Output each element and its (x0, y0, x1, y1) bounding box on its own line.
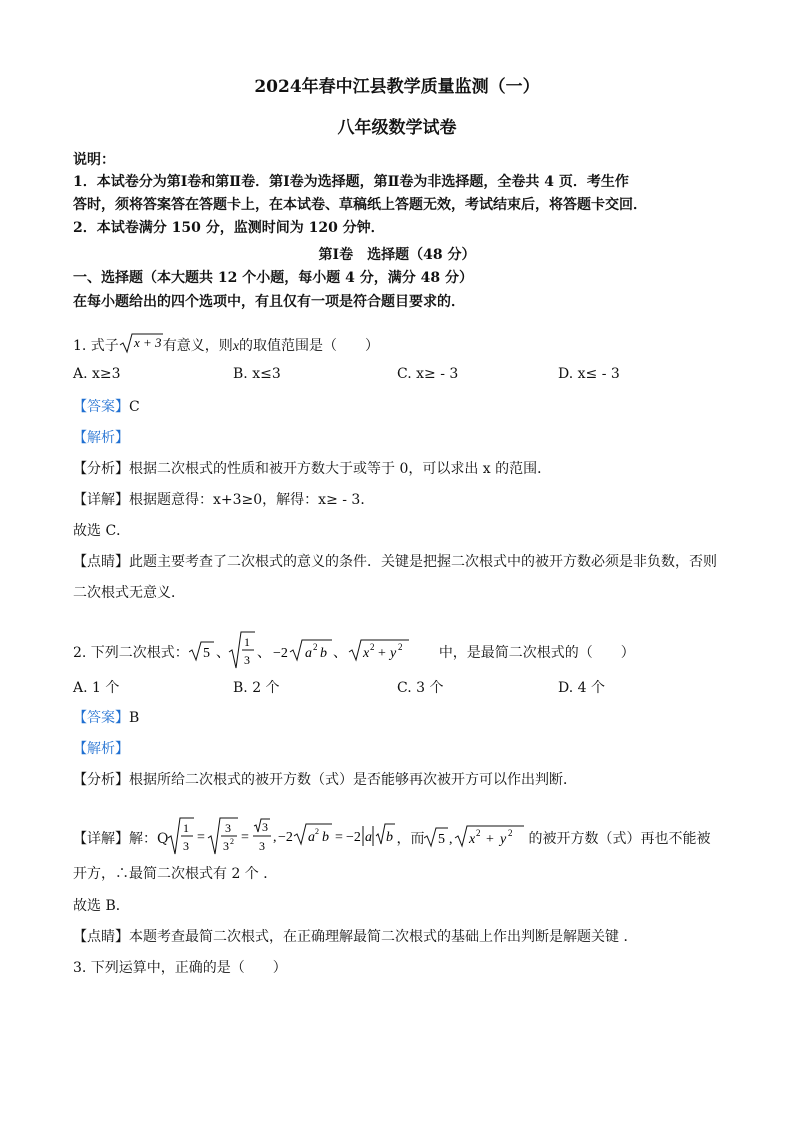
q2-answer-tag: 【答案】 (73, 710, 129, 726)
svg-text:2: 2 (312, 642, 318, 652)
q2-option-d: D. 4 个 (558, 680, 605, 696)
svg-text:b: b (319, 646, 327, 661)
q2-xiangjie-prefix: 解：Q (129, 831, 169, 847)
q2-xiangjie-suffix: 的被开方数（式）再也不能被 (528, 831, 711, 847)
instruction-1a: 1．本试卷分为第Ⅰ卷和第Ⅱ卷．第Ⅰ卷为选择题，第Ⅱ卷为非选择题，全卷共 4 页．考生作 (73, 174, 629, 190)
svg-text:5: 5 (202, 646, 210, 661)
q1-var: x (232, 339, 240, 354)
svg-text:3: 3 (183, 839, 190, 853)
q1-dianjing (73, 552, 717, 572)
q1-suffix: 有意义，则 (162, 338, 233, 354)
svg-text:+: + (377, 646, 386, 661)
q2-fenxi (73, 770, 577, 790)
svg-text:b: b (322, 830, 330, 845)
svg-text:a: a (365, 830, 373, 845)
q2-analysis-tag: 【解析】 (73, 741, 129, 757)
q2-fenxi-tag: 【分析】 (73, 772, 129, 788)
q2-solution-formula (168, 816, 396, 862)
q1-choose: 故选 C． (73, 523, 131, 539)
svg-text:3: 3 (223, 839, 230, 853)
q1-dianjing-tag: 【点睛】 (73, 554, 129, 570)
q1-sqrt-expression (119, 332, 163, 360)
q2-xiangjie-mid: ，而 (396, 831, 425, 847)
svg-text:2: 2 (315, 827, 320, 836)
q2-prefix: 2. 下列二次根式： (73, 645, 189, 661)
q1-analysis-tag: 【解析】 (73, 430, 129, 446)
svg-text:3: 3 (225, 821, 232, 835)
q2-dianjing-tag: 【点睛】 (73, 929, 129, 945)
svg-text:−2: −2 (272, 646, 288, 661)
q1-answer (73, 397, 140, 417)
q2-dianjing-text: 本题考查最简二次根式，在正确理解最简二次根式的基础上作出判断是解题关键 ． (129, 929, 638, 945)
q1-answer-tag: 【答案】 (73, 399, 129, 415)
svg-text:a: a (308, 830, 316, 845)
q2-solution-radicals (424, 820, 528, 858)
q2-suffix: 中，是最简二次根式的（ ） (438, 645, 635, 661)
q1-dianjing-2: 二次根式无意义． (73, 585, 185, 601)
svg-text:y: y (389, 646, 397, 661)
q1-fenxi-text: 根据二次根式的性质和被开方数大于或等于 0，可以求出 x 的范围． (129, 461, 552, 477)
part-title: 一、选择题（本大题共 12 个小题，每小题 4 分，满分 48 分） (73, 270, 473, 286)
svg-text:+: + (486, 832, 495, 847)
svg-text:1: 1 (243, 635, 250, 649)
q2-radicals-list (189, 630, 439, 676)
q2-fenxi-text: 根据所给二次根式的被开方数（式）是否能够再次被开方可以作出判断． (129, 772, 577, 788)
svg-text:2: 2 (230, 837, 235, 846)
q1-xiangjie-text: 根据题意得：x+3≥0，解得：x≥ - 3． (129, 492, 375, 508)
svg-text:2: 2 (369, 642, 375, 652)
q1-option-b: B. x≤3 (233, 366, 281, 382)
q2-option-a: A. 1 个 (73, 680, 120, 696)
svg-text:b: b (386, 830, 394, 845)
q1-suffix2: 的取值范围是（ ） (239, 338, 380, 354)
q1-fenxi-tag: 【分析】 (73, 461, 129, 477)
svg-text:,: , (273, 830, 277, 845)
q2-stem (73, 630, 635, 676)
q1-dianjing-text: 此题主要考查了二次根式的意义的条件．关键是把握二次根式中的被开方数必须是非负数，否则 (129, 554, 717, 570)
q2-answer (73, 708, 139, 728)
svg-text:3: 3 (262, 820, 269, 834)
svg-text:3: 3 (243, 653, 250, 667)
page-title: 2024年春中江县教学质量监测（一） (254, 77, 540, 97)
q1-option-c: C. x≥ - 3 (397, 366, 459, 382)
q3-stem: 3. 下列运算中，正确的是（ ） (73, 960, 287, 976)
svg-text:=: = (241, 830, 250, 845)
instruction-1b: 答时，须将答案答在答题卡上，在本试卷、草稿纸上答题无效，考试结束后，将答题卡交回． (73, 197, 647, 213)
svg-text:x: x (362, 646, 370, 661)
svg-text:、: 、 (256, 645, 271, 661)
q1-option-d: D. x≤ - 3 (558, 366, 620, 382)
q2-dianjing (73, 927, 637, 947)
svg-text:=: = (197, 830, 206, 845)
svg-text:5: 5 (438, 832, 446, 847)
q1-prefix: 1. 式子 (73, 338, 119, 354)
q2-option-c: C. 3 个 (397, 680, 444, 696)
svg-text:x: x (469, 832, 476, 847)
svg-text:y: y (500, 832, 507, 847)
q1-option-a: A. x≥3 (73, 366, 121, 382)
q2-xiangjie-tag: 【详解】 (73, 831, 129, 847)
instruction-2: 2．本试卷满分 150 分，监测时间为 120 分钟． (73, 220, 385, 236)
q2-xiangjie (73, 816, 710, 862)
svg-text:−2: −2 (278, 830, 294, 845)
q1-radicand: x + 3 (133, 335, 162, 350)
svg-text:−2: −2 (346, 830, 362, 845)
q1-fenxi (73, 459, 551, 479)
q1-xiangjie (73, 490, 374, 510)
part-note: 在每小题给出的四个选项中，有且仅有一项是符合题目要求的． (73, 294, 465, 310)
section-heading: 第Ⅰ卷 选择题（48 分） (318, 247, 476, 263)
svg-text:=: = (335, 830, 344, 845)
q2-option-b: B. 2 个 (233, 680, 280, 696)
q2-choose: 故选 B． (73, 898, 130, 914)
svg-text:1: 1 (183, 821, 190, 835)
q2-xiangjie-2: 开方，∴最简二次根式有 2 个 ． (73, 866, 278, 882)
q1-xiangjie-tag: 【详解】 (73, 492, 129, 508)
page-subtitle: 八年级数学试卷 (337, 118, 457, 138)
instructions-label: 说明： (73, 152, 115, 168)
q1-stem (73, 332, 379, 360)
q1-answer-value: C (129, 399, 140, 415)
svg-text:2: 2 (476, 828, 481, 838)
svg-text:2: 2 (508, 828, 513, 838)
q2-answer-value: B (129, 710, 140, 726)
svg-text:、: 、 (215, 645, 230, 661)
svg-text:3: 3 (259, 839, 266, 853)
svg-text:,: , (449, 832, 453, 847)
svg-text:2: 2 (397, 642, 403, 652)
svg-text:、: 、 (332, 645, 347, 661)
svg-text:a: a (304, 646, 312, 661)
